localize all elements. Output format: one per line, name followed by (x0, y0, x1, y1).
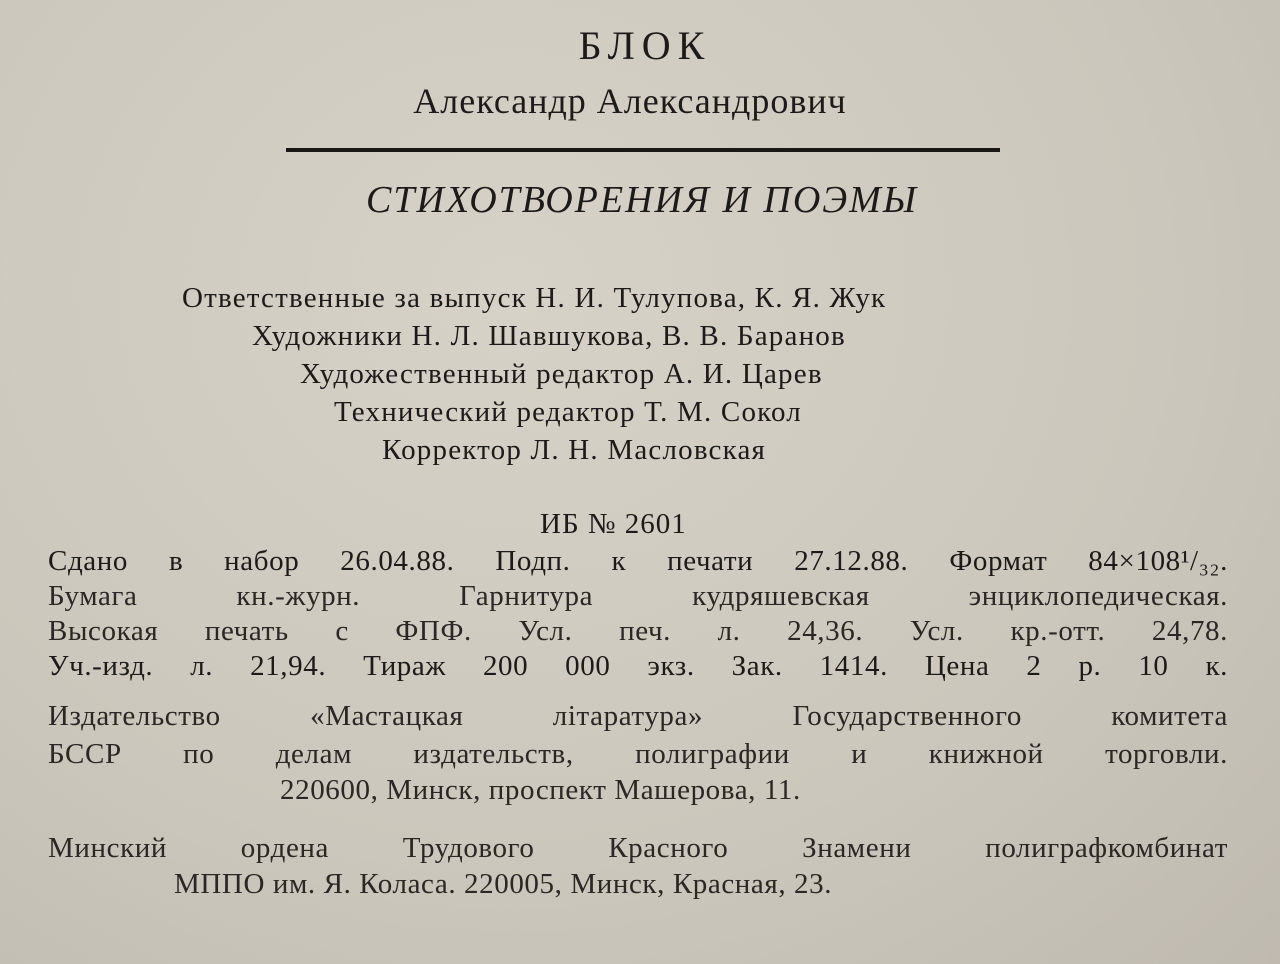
printer-line: МППО им. Я. Коласа. 220005, Минск, Красная, 23. (174, 868, 833, 900)
print-detail-line: Бумага кн.-журн. Гарнитура кудряшевская энциклопедическая. (48, 580, 1228, 612)
credit-line: Корректор Л. Н. Масловская (382, 434, 767, 466)
publisher-line: БССР по делам издательств, полиграфии и книжной торговли. (48, 738, 1228, 770)
print-detail-line: Сдано в набор 26.04.88. Подп. к печати 27.12.88. Формат 84×108¹/₃₂. (48, 545, 1228, 577)
credit-line: Художники Н. Л. Шавшукова, В. В. Баранов (252, 320, 846, 352)
credit-line: Художественный редактор А. И. Царев (300, 358, 823, 390)
title-divider (286, 148, 1000, 152)
publisher-line: 220600, Минск, проспект Машерова, 11. (280, 774, 801, 806)
publisher-line: Издательство «Мастацкая літаратура» Государственного комитета (48, 700, 1228, 732)
author-surname: БЛОК (578, 23, 712, 68)
book-title: СТИХОТВОРЕНИЯ И ПОЭМЫ (366, 179, 918, 221)
print-detail-line: Высокая печать с ФПФ. Усл. печ. л. 24,36. Усл. кр.-отт. 24,78. (48, 615, 1228, 647)
ib-number: ИБ № 2601 (540, 508, 687, 540)
credit-line: Технический редактор Т. М. Сокол (334, 396, 802, 428)
print-detail-line: Уч.-изд. л. 21,94. Тираж 200 000 экз. Зак. 1414. Цена 2 р. 10 к. (48, 650, 1228, 682)
printer-line: Минский ордена Трудового Красного Знамени полиграфкомбинат (48, 832, 1228, 864)
credit-line: Ответственные за выпуск Н. И. Тулупова, К. Я. Жук (182, 282, 887, 314)
author-name: Александр Александрович (413, 81, 847, 121)
